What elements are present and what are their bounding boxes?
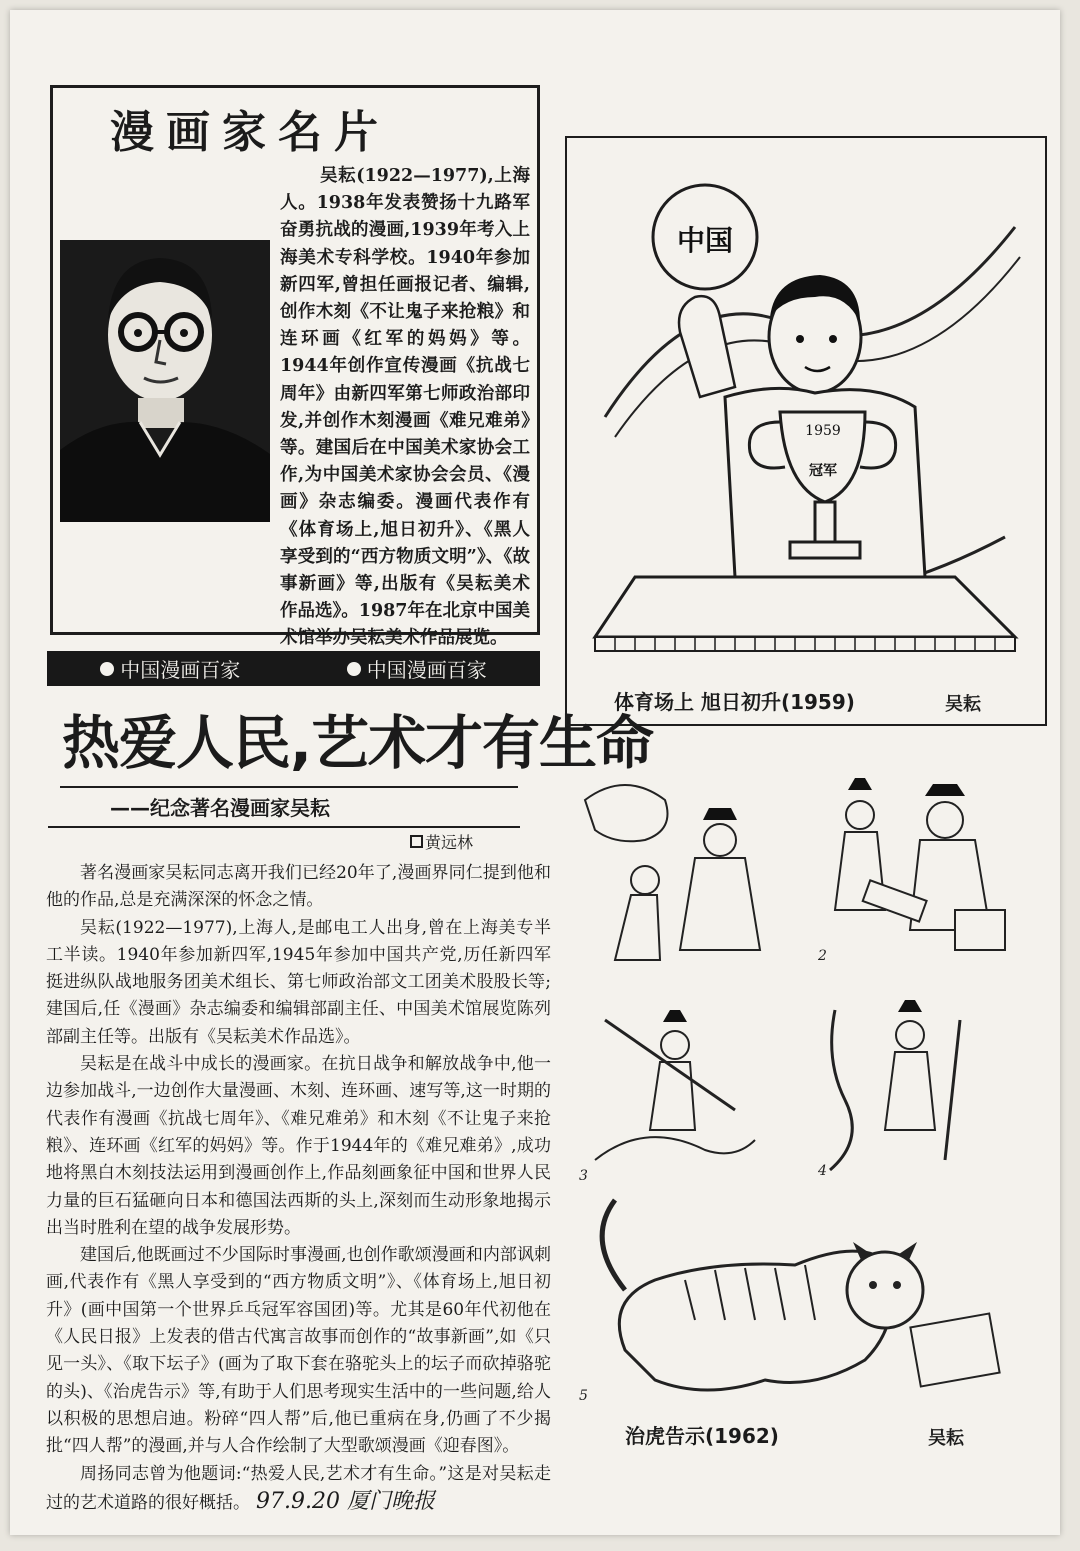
trophy-label: 冠军 (809, 463, 837, 479)
comic-panel-3 (579, 1010, 755, 1184)
article-paragraph: 著名漫画家吴耘同志离开我们已经20年了,漫画界同仁提到他和他的作品,总是充满深深的怀念之情。 (46, 863, 551, 911)
byline-box-icon (410, 835, 423, 848)
banner-label: 中国漫画百家 (120, 658, 241, 682)
comic-panel-2 (817, 778, 1005, 964)
article-headline: 热爱人民,艺术才有生命 (62, 709, 654, 777)
banner-item (100, 654, 240, 683)
article-paragraph (46, 1461, 551, 1518)
comic-author: 吴耘 (928, 1428, 964, 1449)
bullet-icon (100, 662, 114, 676)
cartoon-caption: 体育场上 旭日初升(1959) (614, 690, 855, 714)
divider (60, 786, 518, 788)
trophy-year: 1959 (805, 423, 841, 439)
handwritten-note: 97.9.20 厦门晚报 (256, 1488, 435, 1514)
ball-label: 中国 (676, 224, 734, 257)
profile-bio: 吴耘(1922—1977),上海人。1938年发表赞扬十九路军奋勇抗战的漫画,1939年考入上海美术专科学校。1940年参加新四军,曾担任画报记者、编辑,创作木刻《不让鬼子来抢粮》和连环画《红军的妈妈》等。1944年创作宣传漫画《抗战七周年》由新四军第七师政治部印发,并创作木刻漫画《难兄难弟》等。建国后在中国美术家协会工作,为中国美术家协会会员、《漫画》杂志编委。漫画代表作有《体育场上,旭日初升》、《黑人享受到的“西方物质文明”》、《故事新画》等,出版有《吴耘美术作品选》。1987年在北京中国美术馆举办吴耘美术作品展览。 (280, 166, 530, 649)
panel-number: 5 (579, 1388, 588, 1404)
cartoon-author: 吴耘 (945, 694, 981, 715)
comic-panel-4 (817, 1000, 960, 1179)
panel-number: 2 (818, 948, 827, 964)
divider (48, 826, 520, 828)
article-paragraph: 吴耘是在战斗中成长的漫画家。在抗日战争和解放战争中,他一边参加战斗,一边创作大量漫画、木刻、连环画、速写等,这一时期的代表作有漫画《抗战七周年》、《难兄难弟》和木刻《不让鬼子来抢粮》、连环画《红军的妈妈》等。作于1944年的《难兄难弟》,成功地将黑白木刻技法运用到漫画创作上,作品刻画象征中国和世界人民力量的巨石猛砸向日本和德国法西斯的头上,深刻而生动形象地揭示出当时胜利在望的战争发展形势。 (46, 1054, 551, 1238)
article-byline (410, 830, 473, 853)
profile-title: 漫画家名片 (110, 107, 390, 158)
article-paragraph: 建国后,他既画过不少国际时事漫画,也创作歌颂漫画和内部讽刺画,代表作有《黑人享受到的“西方物质文明”》、《体育场上,旭日初升》(画中国第一个世界乒乓冠军容国团)等。尤其是60年代初他在《人民日报》上发表的借古代寓言故事而创作的“故事新画”,如《只见一头》、《取下坛子》(画为了取下套在骆驼头上的坛子而砍掉骆驼的头)、《治虎告示》等,有助于人们思考现实生活中的一些问题,给人以积极的思想启迪。粉碎“四人帮”后,他已重病在身,仍画了不少揭批“四人帮”的漫画,并与人合作绘制了大型歌颂漫画《迎春图》。 (46, 1245, 551, 1457)
closing-sentence: 周扬同志曾为他题词:“热爱人民,艺术才有生命。”这是对吴耘走过的艺术道路的很好概括。 (46, 1463, 551, 1513)
author-name: 黄远林 (425, 833, 474, 852)
article-subtitle: ——纪念著名漫画家吴耘 (110, 796, 330, 820)
portrait-photo (60, 240, 270, 522)
tiger-icon (579, 1200, 1000, 1404)
article-paragraph: 吴耘(1922—1977),上海人,是邮电工人出身,曾在上海美专半工半读。1940年参加新四军,1945年参加中国共产党,历任新四军挺进纵队战地服务团美术组长、第七师政治部文工团美术股股长等;建国后,任《漫画》杂志编委和编辑部副主任、中国美术馆展览陈列部副主任等。出版有《吴耘美术作品选》。 (46, 917, 551, 1047)
ball-icon (653, 185, 757, 289)
cartoon-illustration (575, 157, 1035, 657)
comic-caption: 治虎告示(1962) (625, 1424, 779, 1448)
panel-number: 4 (818, 1163, 827, 1179)
comic-panel-1 (585, 785, 760, 960)
panel-number: 3 (579, 1168, 588, 1184)
comic-strip (565, 760, 1045, 1410)
banner-item (347, 654, 487, 683)
column-banner (47, 651, 540, 686)
bullet-icon (347, 662, 361, 676)
banner-label: 中国漫画百家 (366, 658, 487, 682)
article-body (46, 860, 551, 1517)
